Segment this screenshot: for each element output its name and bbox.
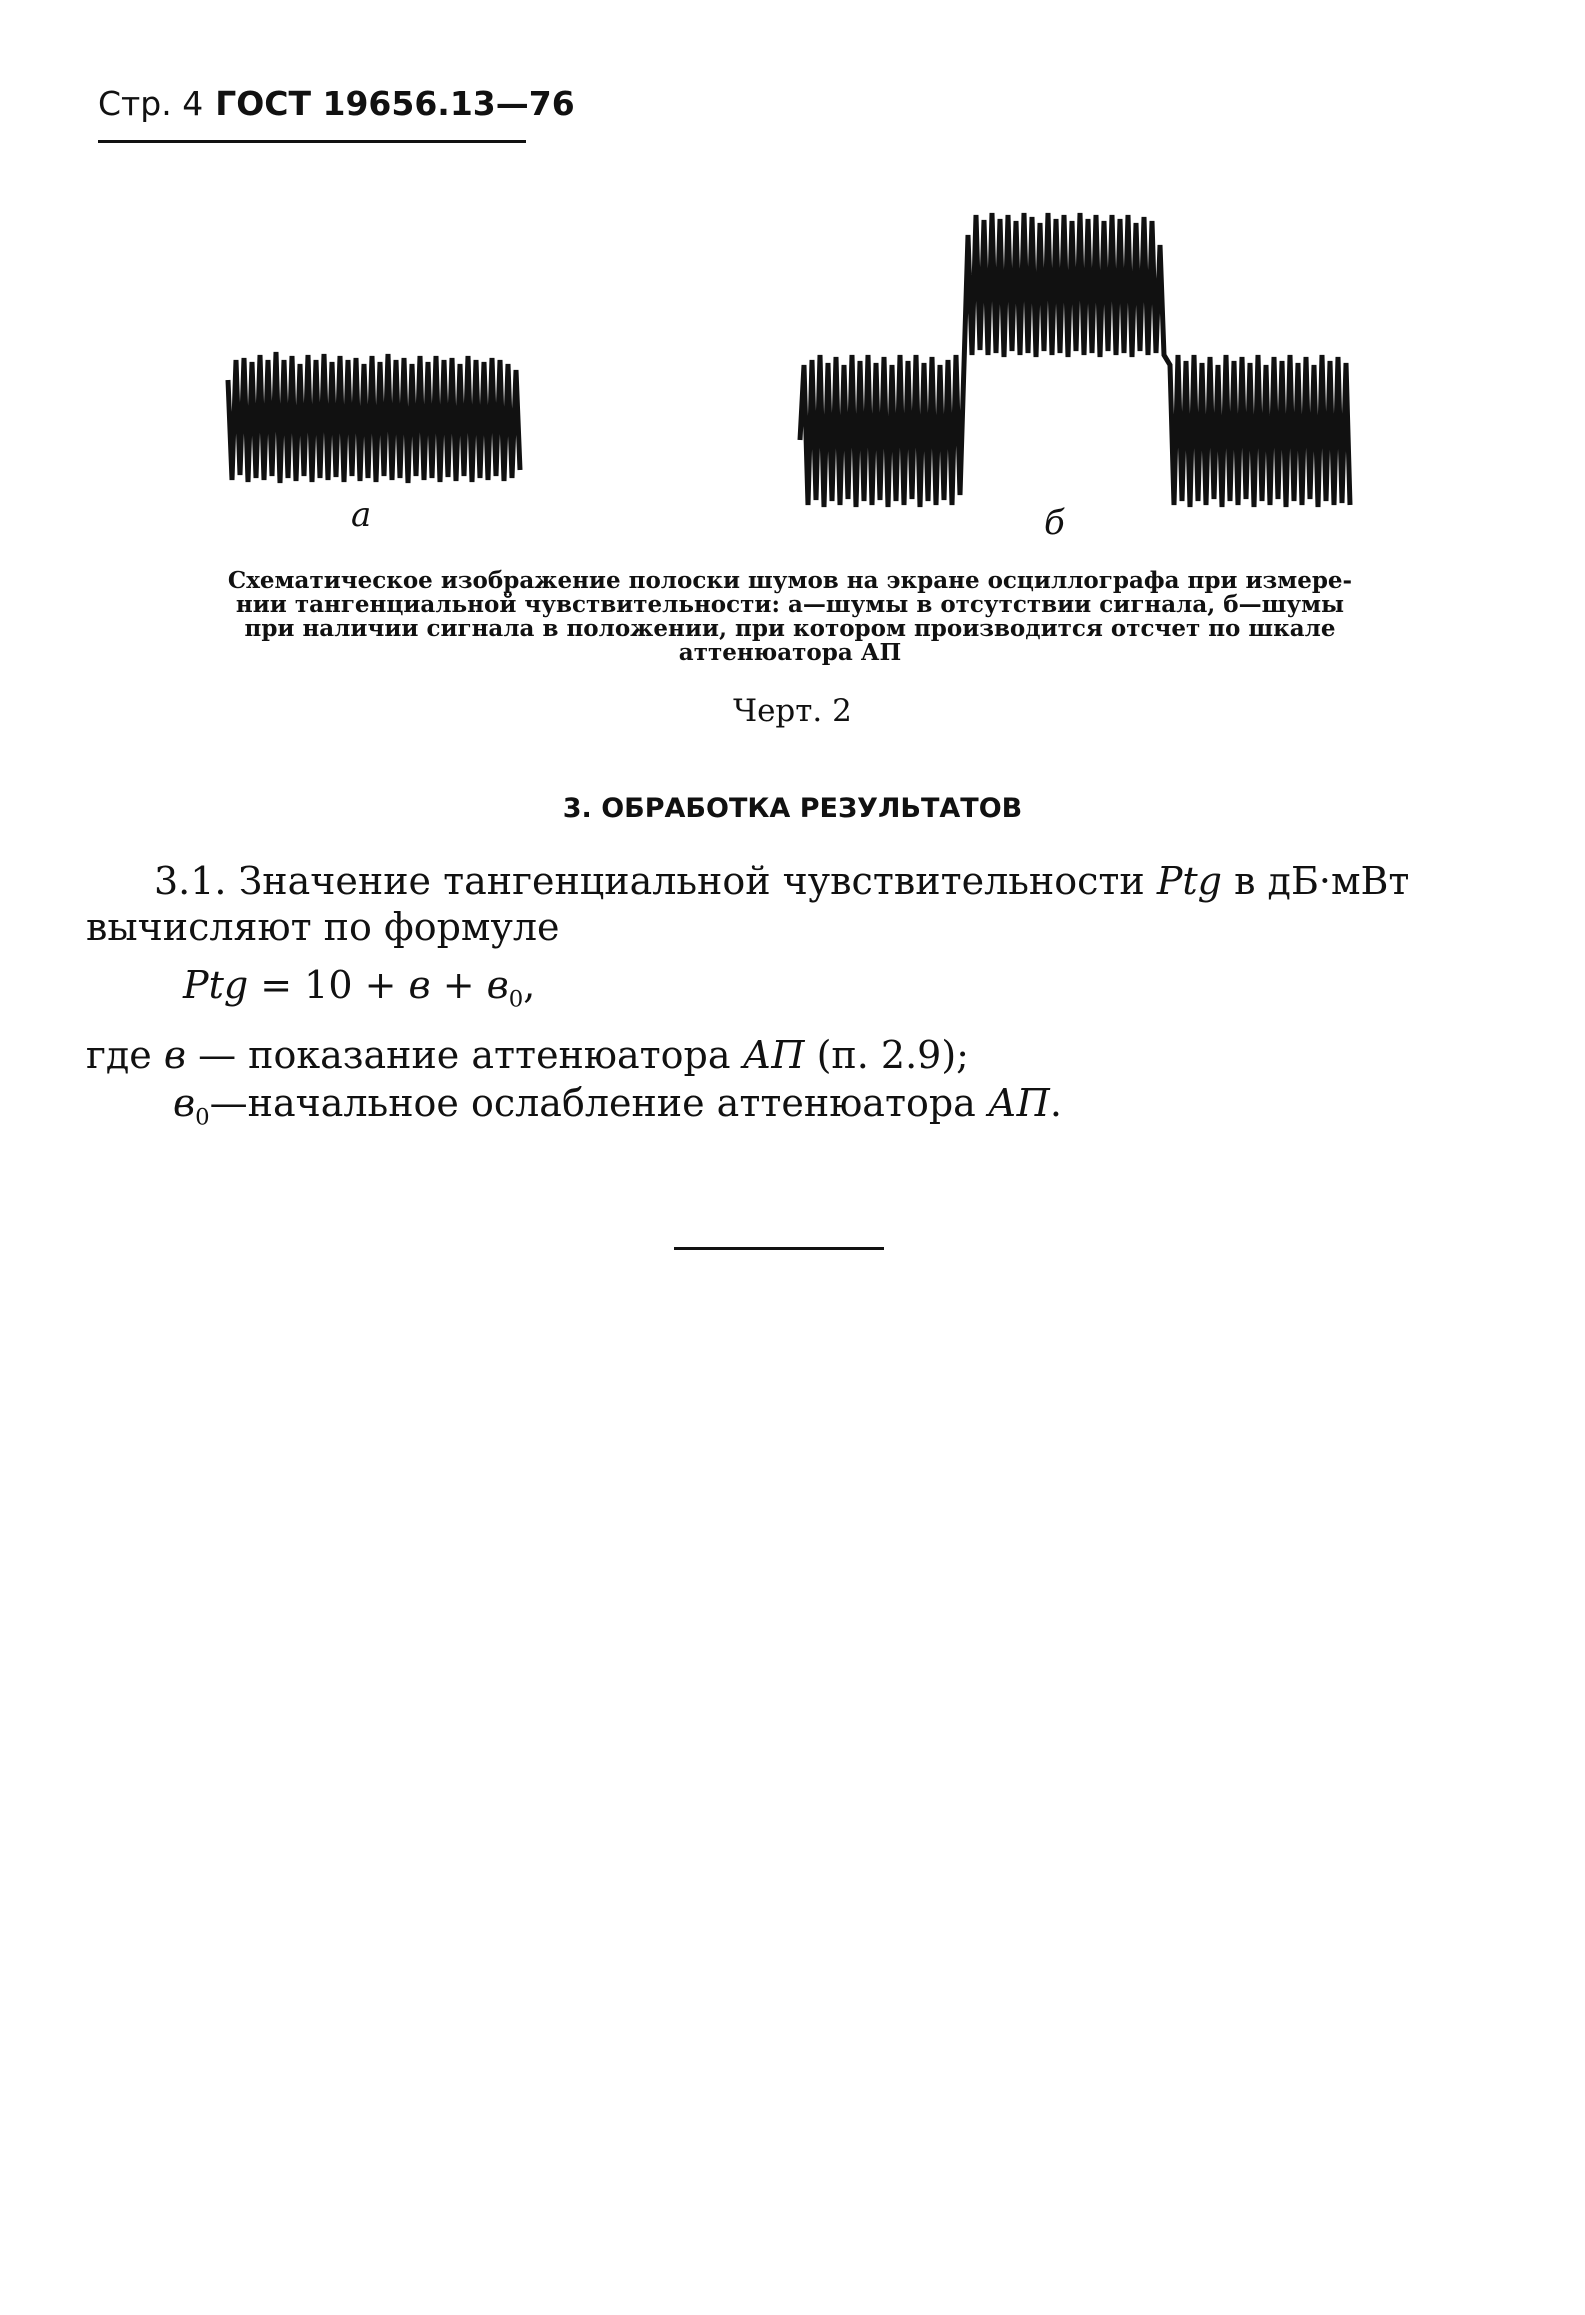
noise-trace-a bbox=[228, 352, 520, 483]
formula bbox=[183, 963, 535, 1013]
where-prefix: где bbox=[86, 1033, 164, 1077]
where-sub0: 0 bbox=[195, 1104, 210, 1131]
formula-var-v: в bbox=[408, 963, 431, 1007]
formula-end: , bbox=[523, 963, 536, 1007]
para-symbol: Ptg bbox=[1156, 859, 1222, 903]
where-line-1 bbox=[86, 1033, 969, 1077]
formula-rhs: = 10 + bbox=[248, 963, 409, 1007]
caption-line-3: при наличии сигнала в положении, при котором производится отсчет по шкале bbox=[244, 615, 1336, 642]
figure-label-a: а bbox=[351, 495, 372, 535]
figure-caption bbox=[190, 569, 1390, 665]
where-var-v0: в bbox=[173, 1081, 196, 1125]
where-text-1: — показание аттенюатора bbox=[186, 1033, 743, 1077]
formula-var-v0: в bbox=[486, 963, 509, 1007]
where-line-2 bbox=[173, 1081, 1062, 1131]
where-ref: (п. 2.9); bbox=[804, 1033, 969, 1077]
para-tail: в дБ·мВт вычисляют по формуле bbox=[86, 859, 1410, 949]
noise-trace-b bbox=[800, 213, 1350, 507]
formula-lhs: Ptg bbox=[183, 963, 249, 1007]
noise-band-figure-a bbox=[220, 340, 530, 490]
where-ap-1: АП bbox=[742, 1033, 805, 1077]
where-text-2: —начальное ослабление аттенюатора bbox=[209, 1081, 988, 1125]
where-var-v: в bbox=[163, 1033, 186, 1077]
caption-line-4: аттенюатора АП bbox=[678, 639, 902, 666]
where-ap-2: АП bbox=[987, 1081, 1050, 1125]
noise-band-figure-b bbox=[790, 205, 1360, 515]
section-heading: 3. ОБРАБОТКА РЕЗУЛЬТАТОВ bbox=[562, 793, 1023, 824]
caption-line-2: нии тангенциальной чувствительности: а—шумы в отсутствии сигнала, б—шумы bbox=[235, 591, 1345, 618]
formula-sub0: 0 bbox=[508, 986, 524, 1013]
page-number: Стр. 4 bbox=[98, 84, 204, 123]
end-rule bbox=[674, 1247, 884, 1250]
para-lead: 3.1. Значение тангенциальной чувствительности bbox=[154, 859, 1157, 903]
page-header bbox=[98, 84, 575, 123]
formula-plus: + bbox=[430, 963, 487, 1007]
where-end: . bbox=[1049, 1081, 1062, 1125]
figure-title: Черт. 2 bbox=[733, 693, 852, 729]
figure-label-b: б bbox=[1044, 503, 1065, 543]
standard-number: ГОСТ 19656.13—76 bbox=[215, 84, 575, 123]
caption-line-1: Схематическое изображение полоски шумов на экране осциллографа при измере- bbox=[227, 567, 1353, 594]
header-rule bbox=[98, 140, 526, 143]
paragraph-3-1 bbox=[86, 858, 1506, 950]
